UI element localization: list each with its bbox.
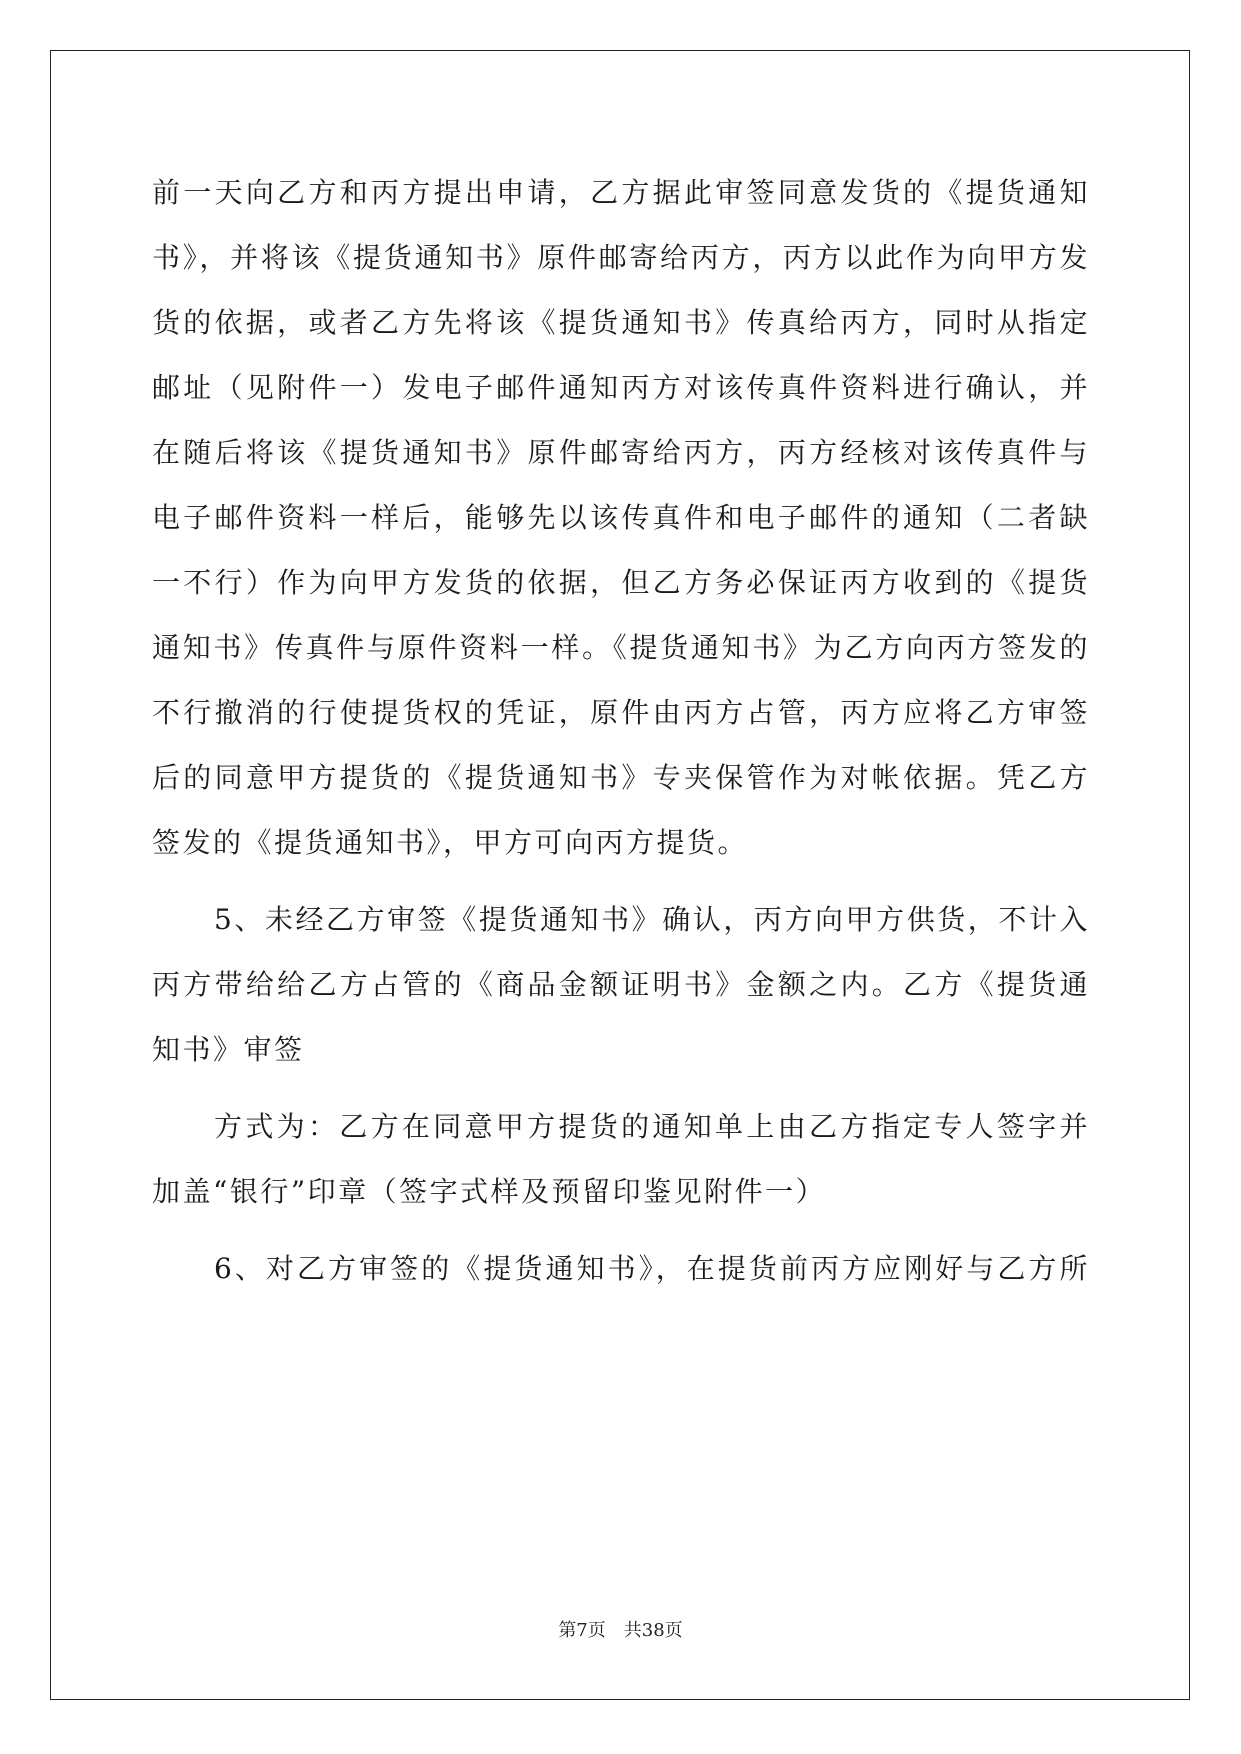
text-line: 知书》审签 [152,1033,305,1066]
text-line: 邮址（见附件一）发电子邮件通知丙方对该传真件资料进行确认，并 [152,371,1090,404]
text-line: 6、对乙方审签的《提货通知书》，在提货前丙方应刚好与乙方所 [214,1252,1090,1285]
paragraph-2 [152,887,1090,1082]
page-footer [0,1616,1241,1642]
page-total: 共38页 [623,1620,683,1641]
text-line: 货的依据，或者乙方先将该《提货通知书》传真给丙方，同时从指定 [152,306,1090,339]
text-line: 在随后将该《提货通知书》原件邮寄给丙方，丙方经核对该传真件与 [152,436,1090,469]
paragraph-1 [152,160,1090,875]
text-line: 签发的《提货通知书》，甲方可向丙方提货。 [152,826,749,859]
text-line: 电子邮件资料一样后，能够先以该传真件和电子邮件的通知（二者缺 [152,501,1090,534]
text-line: 书》，并将该《提货通知书》原件邮寄给丙方，丙方以此作为向甲方发 [152,241,1090,274]
text-line: 不行撤消的行使提货权的凭证，原件由丙方占管，丙方应将乙方审签 [152,696,1090,729]
paragraph-4 [152,1236,1090,1301]
text-line: 前一天向乙方和丙方提出申请，乙方据此审签同意发货的《提货通知 [152,176,1090,209]
paragraph-3 [152,1094,1090,1224]
text-line: 加盖“银行”印章（签字式样及预留印鉴见附件一） [152,1175,827,1208]
text-line: 丙方带给给乙方占管的《商品金额证明书》金额之内。乙方《提货通 [152,968,1090,1001]
page-number: 第7页 [558,1620,606,1641]
text-line: 5、未经乙方审签《提货通知书》确认，丙方向甲方供货，不计入 [214,903,1090,936]
document-body [152,160,1090,1301]
text-line: 一不行）作为向甲方发货的依据，但乙方务必保证丙方收到的《提货 [152,566,1090,599]
text-line: 通知书》传真件与原件资料一样。《提货通知书》为乙方向丙方签发的 [152,631,1090,664]
text-line: 后的同意甲方提货的《提货通知书》专夹保管作为对帐依据。凭乙方 [152,761,1090,794]
text-line: 方式为：乙方在同意甲方提货的通知单上由乙方指定专人签字并 [214,1110,1090,1143]
